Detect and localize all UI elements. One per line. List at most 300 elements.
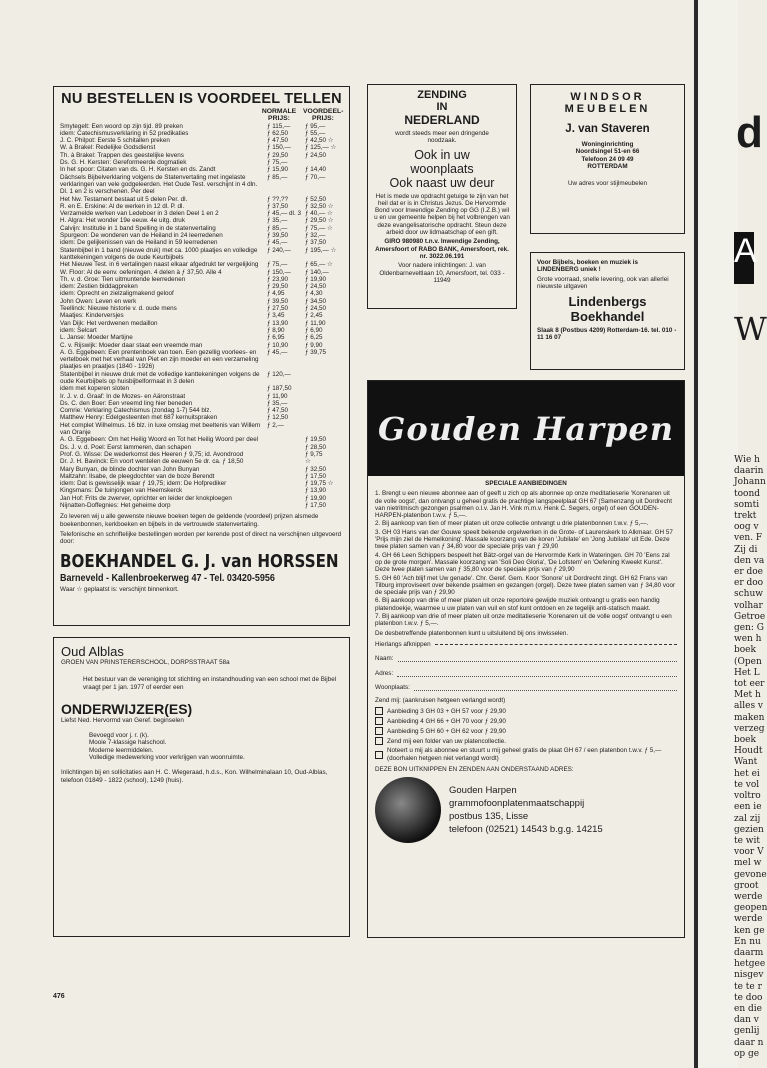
normal-price [267, 444, 303, 451]
windsor-line1: Woninginrichting [581, 141, 634, 148]
windsor-title: WINDSOR [570, 91, 645, 103]
book-title: Maltzahn: Ilsabe, de pleegdochter van de boze Berendt [60, 472, 215, 480]
book-row [60, 203, 343, 210]
edge-line: mel w [734, 858, 762, 869]
edge-banner [734, 232, 757, 284]
offer-checkbox-row[interactable] [375, 707, 677, 715]
discount-price: ƒ 140,— [305, 268, 329, 276]
next-page-edge [698, 0, 767, 1068]
edge-line: den va [734, 555, 765, 566]
normal-price: ƒ 150,— [267, 144, 291, 152]
gouden-harpen-banner [368, 381, 684, 476]
edge-line: te vol [734, 779, 760, 790]
lindenbergs-name1: Lindenbergs [568, 294, 647, 310]
edge-line: Getroe [734, 611, 766, 622]
town-field[interactable] [414, 684, 677, 691]
normal-price: ƒ 37,50 [267, 202, 289, 210]
normal-price: ƒ 47,50 [267, 407, 289, 415]
book-title: Prof. G. Wisse: De wederkomst des Heeren ƒ 9,75; id. Avondrood [60, 450, 244, 458]
discount-price: ƒ 19,50 [305, 436, 327, 444]
book-row [60, 196, 343, 203]
address-label: Adres: [375, 669, 394, 677]
discount-price: ƒ 24,50 [305, 151, 327, 159]
discount-price: ƒ 29,50 ☆ [305, 217, 334, 225]
discount-price: ƒ 9,75 [305, 450, 323, 458]
checkbox-list [375, 707, 677, 762]
normal-price: ƒ 13,90 [267, 319, 289, 327]
discount-price: ƒ 14,40 [305, 166, 327, 174]
checkbox[interactable] [375, 717, 383, 725]
discount-price: ƒ 19,90 [305, 275, 327, 283]
edge-line: maken [734, 712, 765, 723]
book-title: Mary Bunyan, de blinde dochter van John Bunyan [60, 465, 200, 473]
book-title: Dr. J. H. Bavinck: En voort wentelen de eeuwen 5e dr. ca. ƒ 18,50 [60, 458, 244, 466]
checkbox[interactable] [375, 707, 383, 715]
gouden-valid: De desbetreffende platenbonnen kunt u uitsluitend bij ons inwisselen. [375, 629, 569, 637]
normal-price: ƒ 47,50 [267, 137, 289, 145]
normal-price: ƒ 29,50 [267, 283, 289, 291]
edge-line: Houdt [734, 746, 763, 757]
book-row [60, 407, 343, 414]
edge-line: dan v [734, 1015, 759, 1026]
book-title: Maatjes: Kinderversjes [60, 312, 124, 320]
offer-checkbox-row[interactable] [375, 737, 677, 745]
coupon-line3: postbus 135, Lisse [449, 811, 529, 823]
offer-item: 4. GH 66 Leen Schippers bespeelt het Bätz-orgel van de Hervormde Kerk in Wateringen. GH 70 'Eens zal op de grote morgen'. Massale koorzang van 'Soli Deo Gloria', 'De Lofstem' en 'Oefening Kweekt Kunst'. Deze twee platen samen van ƒ 35,80 voor de speciale prijs van ƒ 29,90 [375, 551, 670, 574]
zending-big1: Ook in uw [414, 147, 470, 162]
horssen-address: Barneveld - Kallenbroekerweg 47 - Tel. 03420-5956 [60, 572, 275, 584]
edge-line: toond [734, 488, 761, 499]
edge-line: een ie [734, 802, 762, 813]
offer-checkbox-row[interactable] [375, 717, 677, 725]
cut-line [375, 641, 677, 648]
town-label: Woonplaats: [375, 683, 410, 691]
coupon-label: DEZE BON UITKNIPPEN EN ZENDEN AAN ONDERSTAAND ADRES: [375, 766, 574, 774]
edge-line: tot eer [734, 679, 765, 690]
book-row [60, 502, 343, 509]
normal-price: ƒ 39,50 [267, 297, 289, 305]
oudalblas-list-item: Volledige medewerking voor verkrijgen van woonruimte. [89, 754, 245, 762]
book-row [60, 217, 343, 224]
oudalblas-text: Het bestuur van de vereniging tot stichting en instandhouding van een school met de Bijbel vraagt per 1 jan. 1977 of eerder een [83, 676, 337, 691]
book-row [60, 210, 343, 217]
discount-price [305, 393, 343, 400]
book-title: Ds. C. den Boer: Een vreemd ling hier beneden [60, 399, 193, 407]
normal-price: ƒ 150,— [267, 268, 291, 276]
normal-price [267, 495, 303, 502]
book-title: Th. à Brakel: Trappen des geestelijke levens [60, 151, 184, 159]
book-title: H. Algra: Het wonder 19e eeuw. 4e uitg. druk [60, 217, 185, 225]
edge-line: voltro [734, 791, 761, 802]
book-row [60, 414, 343, 421]
edge-line: en die [734, 1003, 762, 1014]
book-title: Ds. J. v. d. Poel: Eerst lammeren, dan schapen [60, 443, 192, 451]
windsor-line4: ROTTERDAM [587, 162, 628, 170]
zending-in: IN [436, 101, 448, 113]
edge-line: boek [734, 735, 756, 746]
discount-price: ƒ 2,45 [305, 312, 323, 320]
book-row [60, 232, 343, 239]
book-row [60, 473, 343, 480]
offer-item: 1. Brengt u een nieuwe abonnee aan of geeft u zich op als abonnee op onze meditatieserie 'Korenaren uit de volle oogst', dan ontvangt u geheel gratis de prachtige langspeelplaat GH 67 (Samenzang uit Dordrecht van nietritmisch gezongen psalmen o.l.v. Jan H. Vink m.m.v. Henk C. Segers, orgel) of een GOUDEN-HARPEN-platenbon t.w.v. ƒ 5,—. [375, 490, 672, 520]
book-row [60, 385, 343, 392]
gouden-harpen-ad [367, 380, 685, 938]
zending-nederland: NEDERLAND [404, 113, 480, 127]
book-row [60, 495, 343, 502]
edge-line: op ge [734, 1048, 760, 1059]
checkbox[interactable] [375, 737, 383, 745]
coupon-address [375, 777, 677, 843]
normal-price: ƒ 29,50 [267, 151, 289, 159]
book-row [60, 152, 343, 159]
edge-line: ven. F [734, 533, 763, 544]
coupon-line2: grammofoonplatenmaatschappij [449, 798, 585, 810]
edge-line: voor V [734, 847, 764, 858]
book-row [60, 130, 343, 137]
book-row [60, 123, 343, 130]
discount-price: ƒ 42,50 ☆ [305, 137, 334, 145]
zending-contact: Voor nadere inlichtingen: J. van Oldenbarneveltlaan 10, Amersfoort, tel. 033 - 11949 [379, 262, 505, 284]
edge-line: te wit [734, 835, 761, 846]
book-title: Calvijn: Institutie in 1 band Spelling in de statenvertaling [60, 224, 216, 232]
discount-price: ƒ 55,— [305, 129, 326, 137]
discount-price [305, 371, 343, 386]
windsor-line3: Telefoon 24 09 49 [581, 155, 634, 163]
oudalblas-heading: ONDERWIJZER(ES) [61, 700, 193, 717]
discount-price: ƒ 13,90 [305, 487, 327, 495]
book-row [60, 458, 343, 465]
book-title: Th. v. d. Groe: Tien uitmuntende leerredenen [60, 275, 186, 283]
discount-price: ƒ 37,50 [305, 239, 327, 247]
discount-price: ƒ 28,50 [305, 443, 327, 451]
normal-price: ƒ 12,50 [267, 414, 289, 422]
book-row [60, 225, 343, 232]
discount-price: ƒ 9,90 [305, 341, 323, 349]
edge-w: W [734, 310, 767, 348]
discount-price: ƒ 24,50 [305, 305, 327, 313]
edge-line: Wie h [734, 455, 760, 465]
book-title: idem: De gelijkenissen van de Heiland in 59 leerredenen [60, 239, 218, 247]
book-row [60, 174, 343, 196]
edge-line: zal zij [734, 813, 761, 824]
edge-line: nisgev [734, 970, 764, 981]
windsor-tagline: Uw adres voor stijlmeubelen [567, 180, 648, 188]
edge-line: gevone [734, 869, 767, 880]
book-title: idem: Selcart [60, 326, 97, 334]
edge-line: daar n [734, 1037, 764, 1048]
edge-line: groot [734, 880, 759, 891]
book-title: idem: Dat is gewisselijk waar ƒ 19,75; idem: De Hofprediker [60, 480, 227, 488]
book-title: Nijnatten-Doffegnies: Het geheime dorp [60, 502, 171, 510]
discount-price: ƒ 17,50 [305, 472, 327, 480]
edge-line: oog v [734, 522, 759, 533]
normal-price [267, 502, 303, 509]
book-row [60, 466, 343, 473]
book-title: Van Dijk: Het verdwenen medaillon [60, 319, 158, 327]
book-row [60, 305, 343, 312]
normal-price: ƒ 6,95 [267, 334, 285, 342]
book-row [60, 422, 343, 437]
discount-price: ƒ 6,25 [305, 334, 323, 342]
edge-line: schuw [734, 589, 763, 600]
book-title: Ds. G. H. Kersten: Gereformeerde dogmatiek [60, 159, 187, 167]
normal-price: ƒ 120,— [267, 370, 291, 378]
normal-price: ƒ 23,90 [267, 275, 289, 283]
book-title: idem met koperen sloten [60, 385, 129, 393]
discount-price: ƒ 24,50 [305, 283, 327, 291]
edge-line: verzeg [734, 723, 765, 734]
windsor-name: J. van Staveren [565, 123, 650, 135]
book-row [60, 239, 343, 246]
book-row [60, 298, 343, 305]
coupon-line4: telefoon (02521) 14543 b.g.g. 14215 [449, 824, 603, 836]
book-row [60, 444, 343, 451]
lindenbergs-address: Slaak 8 (Postbus 4209) Rotterdam-16. tel. 010 - 11 16 07 [537, 327, 677, 342]
book-title: Matthew Henry: Edelgesteenten met 687 kernuitspraken [60, 414, 218, 422]
offer-list [375, 490, 677, 627]
edge-line: geopen [734, 903, 767, 914]
name-row [375, 655, 677, 662]
zending-ad [367, 84, 517, 309]
discount-price: ƒ 95,— [305, 122, 326, 130]
discount-price: ƒ 32,50 [305, 465, 327, 473]
edge-line: het ei [734, 768, 760, 779]
book-title: idem: Catechismusverklaring in 52 predikaties [60, 129, 189, 137]
cut-label: Hierlangs afknippen [375, 640, 431, 648]
normal-price: ƒ 15,90 [267, 166, 289, 174]
book-row [60, 327, 343, 334]
normal-price: ƒ 3,45 [267, 312, 285, 320]
discount-price: ƒ 17,50 [305, 502, 327, 510]
book-title: Kingsmans: De tuinjongen van Heemskerck [60, 487, 183, 495]
normal-price [267, 487, 303, 494]
page-number: 476 [53, 993, 65, 1000]
discount-price: ƒ 52,50 [305, 195, 327, 203]
book-title: Het Nw. Testament bestaat uit 5 delen Per. dl. [60, 195, 188, 203]
edge-line: gen: G [734, 623, 764, 634]
lindenbergs-intro: Voor Bijbels, boeken en muziek is LINDENBERG uniek ! [537, 259, 639, 274]
gouden-heading: SPECIALE AANBIEDINGEN [485, 480, 567, 487]
book-title: idem: Oprecht en zielzaligmakend geloof [60, 290, 174, 298]
checkbox-label: Aanbieding 5 GH 60 + GH 62 voor ƒ 29,90 [387, 727, 506, 735]
globe-icon [375, 777, 441, 843]
book-row [60, 451, 343, 458]
edge-big-letter: d [736, 108, 763, 157]
book-title: J. C. Philpot: Eerste 5 schitallen preken [60, 137, 170, 145]
normal-price: ƒ 45,— [267, 239, 288, 247]
checkbox-label: Zend mij een folder van uw platencollectie. [387, 737, 507, 745]
edge-line: er doe [734, 567, 763, 578]
book-title: L. Janse: Moeder Martijne [60, 334, 133, 342]
edge-line: trekt [734, 511, 757, 522]
normal-price: ƒ 8,90 [267, 326, 285, 334]
normal-price: ƒ 240,— [267, 246, 291, 254]
book-title: W. à Brakel: Redelijke Godsdienst [60, 144, 156, 152]
edge-line: hetgee [734, 959, 766, 970]
zending-lead: wordt steeds meer een dringende noodzaak. [395, 130, 489, 145]
edge-line: daarm [734, 947, 764, 958]
book-list [60, 123, 343, 510]
discount-price: ƒ 19,90 [305, 494, 327, 502]
horssen-ad [53, 86, 350, 626]
discount-price [305, 159, 343, 166]
edge-line: Met h [734, 690, 761, 701]
oudalblas-list-item: Moderne leermiddelen. [89, 746, 154, 754]
book-title: R. en E. Erskine: Al de werken in 12 dl. P. dl. [60, 202, 185, 210]
edge-line: werde [734, 891, 763, 902]
book-title: idem: Zestien biddagpreken [60, 283, 138, 291]
oudalblas-list [89, 732, 342, 761]
edge-line: Het L [734, 667, 760, 678]
normal-price: ƒ 39,50 [267, 232, 289, 240]
price-header [60, 108, 343, 123]
address-field[interactable] [397, 670, 677, 677]
book-row [60, 436, 343, 443]
offer-checkbox-row[interactable] [375, 747, 677, 762]
horssen-note2: Telefonische en schriftelijke bestellingen worden per kerende post of direct na verschijnen uitgevoerd door: [60, 530, 342, 546]
normal-price [267, 436, 303, 443]
lindenbergs-name2: Boekhandel [570, 309, 645, 325]
book-row [60, 283, 343, 290]
book-title: In het spoor: Citaten van ds. G. H. Kersten en ds. Zandt [60, 166, 216, 174]
zending-big2: woonplaats [410, 161, 474, 176]
normal-price: ƒ 4,95 [267, 290, 285, 298]
oudalblas-sub: GROEN VAN PRINSTERERSCHOOL, DORPSSTRAAT 58a [61, 659, 230, 666]
edge-line: gezien [734, 824, 764, 835]
lindenbergs-ad [530, 252, 685, 370]
edge-line: En nu [734, 936, 761, 947]
discount-price [305, 422, 343, 437]
book-row [60, 320, 343, 327]
book-title: C. v. Rijswijk: Moeder daar staat een vreemde man [60, 341, 203, 349]
offer-item: 6. Bij aankoop van drie of meer platen uit onze reportoire gewijde muziek ontvangt u gratis een handig platendoekje, waarmee u uw platen van vuil en stof kunt ontdoen en ze tegelijk anti-statisch maakt. [375, 597, 660, 612]
edge-line: somti [734, 499, 760, 510]
normal-price: ƒ 85,— [267, 173, 288, 181]
book-title: Dächsels Bijbelverklaring volgens de Statenvertaling met ingelaste verklaringen van vele godgeleerden. Het Oude Test. verschijnt in 4 dln. Dl. 1 en 2 is verschenen. Per deel [60, 173, 258, 196]
book-row [60, 334, 343, 341]
normal-price [267, 480, 303, 487]
offer-item: 5. GH 60 'Ach blijf met Uw genade'. Chr. Geref. Gem. Koor 'Sonore' uit Dordrecht zingt. GH 62 Frans van Tilburg improviseert over bekende psalmen en gezangen (orgel). Deze twee platen samen van ƒ 34,80 voor de speciale prijs van ƒ 29,90 [375, 574, 676, 597]
checkbox-label: Noteert u mij als abonnee en stuurt u mij geheel gratis de plaat GH 67 / een platenbon t.w.v. ƒ 5,— (doorhalen hetgeen niet verlangd wordt) [387, 747, 662, 762]
normal-price: ƒ 27,50 [267, 305, 289, 313]
edge-line: te te r [734, 981, 762, 992]
normal-price: ƒ 2,— [267, 421, 284, 429]
discount-price [305, 400, 343, 407]
book-row [60, 342, 343, 349]
name-label: Naam: [375, 655, 394, 663]
discount-price-header: VOORDEEL-PRIJS: [303, 108, 344, 123]
send-label: Zend mij: (aankruisen hetgeen verlangd wordt) [375, 697, 506, 705]
book-title: Statenbijbel in 1 band (nieuwe druk) met ca. 1000 plaatjes en volledige kanttekeningen volgens de oude Keurbijbels [60, 246, 258, 261]
normal-price: ƒ 11,90 [267, 392, 288, 400]
book-title: John Owen: Leven en werk [60, 297, 137, 305]
normal-price: ƒ 75,— [267, 159, 288, 167]
normal-price [267, 473, 303, 480]
normal-price-header: NORMALE PRIJS: [261, 108, 297, 123]
edge-line: werde [734, 914, 763, 925]
book-row [60, 166, 343, 173]
offer-item: 3. GH 03 Hans van der Gouwe speelt bekende orgelwerken in de Grote- of Laurenskerk to Alkmaar. GH 57 'Prijs mijn ziel de Hemelkoning'. Massale koorzang van de koren 'Jubilate' en 'Jong Jubilate' uit Ede. Deze twee platen samen van ƒ 34,80 voor de speciale prijs van ƒ 29,90 [375, 528, 673, 551]
normal-price [267, 451, 303, 458]
discount-price [305, 407, 343, 414]
horssen-note1: Zo leveren wij u alle gewenste nieuwe boeken tegen de geldende (voordeel) prijzen alsmede boekenbonnen, kerkboeken en bijbels in de vertrouwde statenvertaling. [60, 513, 319, 528]
discount-price [305, 385, 343, 392]
book-row [60, 371, 343, 386]
discount-price: ƒ 40,— ☆ [305, 210, 333, 218]
book-row [60, 480, 343, 487]
book-row [60, 261, 343, 268]
edge-line: wen h [734, 634, 762, 645]
discount-price: ƒ 32,50 ☆ [305, 202, 334, 210]
book-title: Het complet Wilhelmus. 16 blz. in luxe omslag met beeltenis van Willem van Oranje [60, 421, 261, 437]
edge-line: (Open [734, 656, 762, 667]
book-row [60, 137, 343, 144]
normal-price: ƒ 62,50 [267, 129, 289, 137]
horssen-footnote: Waar ☆ geplaatst is: verschijnt binnenkort. [60, 585, 179, 593]
normal-price: ƒ 35,— [267, 399, 288, 407]
book-row [60, 400, 343, 407]
zending-title: ZENDING [417, 89, 467, 101]
zending-giro: GIRO 980980 t.n.v. Inwendige Zending, Amersfoort of RABO BANK, Amersfoort, rek. nr. 3022.06.191 [375, 238, 509, 260]
edge-line: Zij di [734, 544, 758, 555]
name-field[interactable] [398, 655, 677, 662]
book-row [60, 312, 343, 319]
normal-price: ƒ 115,— [267, 122, 291, 130]
book-row [60, 144, 343, 151]
book-row [60, 349, 343, 371]
horssen-shop: BOEKHANDEL G. J. van HORSSEN [60, 550, 339, 572]
discount-price: ƒ 34,50 [305, 297, 327, 305]
book-row [60, 487, 343, 494]
edge-line: alles v [734, 701, 764, 712]
edge-line: Want [734, 757, 758, 768]
book-title: Jan Hof: Frits de zwerver, oprichter en leider der knokploegen [60, 494, 232, 502]
oudalblas-list-item: Bevoegd voor j. r. (k). [89, 732, 149, 740]
book-title: Teellinck: Nieuwe historie v. d. oude mens [60, 305, 177, 313]
discount-price: ƒ 70,— [305, 173, 326, 181]
offer-checkbox-row[interactable] [375, 727, 677, 735]
edge-line: genlij [734, 1026, 760, 1037]
edge-text [734, 455, 767, 1060]
windsor-line2: Noordsingel 51-en 66 [575, 148, 640, 156]
discount-price: ƒ 11,90 [305, 319, 326, 327]
address-row [375, 670, 677, 677]
windsor-meubelen: MEUBELEN [564, 103, 651, 115]
oudalblas-list-item: Mooie 7-klassige halschool. [89, 739, 167, 747]
normal-price [267, 458, 303, 465]
discount-price: ƒ 6,90 [305, 326, 323, 334]
edge-line: ken ge [734, 925, 765, 936]
lindenbergs-sub: Grote voorraad, snelle levering, ook van allerlei nieuwste uitgaven [537, 275, 669, 290]
book-title: Smytegelt: Een woord op zijn tijd. 89 preken [60, 122, 183, 130]
discount-price [305, 414, 343, 421]
book-title: Comrie: Verklaring Catechismus (zondag 1-7) 544 blz. [60, 407, 212, 415]
normal-price: ƒ 85,— [267, 224, 288, 232]
book-row [60, 290, 343, 297]
edge-line: daarin [734, 466, 764, 477]
zending-body: Het is mede uw opdracht getuige te zijn van het heil dat er is in Christus Jezus. De Hervormde Bond voor Inwendige Zending op GG (I.Z.B.) wil u en uw gemeente helpen bij het volbrengen van deze evangelisatorische opdracht. Steun deze arbeid door uw lidmaatschap of een gift. [374, 192, 510, 237]
zending-big3: Ook naast uw deur [389, 175, 495, 190]
book-title: Verzamelde werken van Ledeboer in 3 delen Deel 1 en 2 [60, 210, 219, 218]
checkbox[interactable] [375, 751, 383, 759]
offer-item: 2. Bij aankoop van tien of meer platen uit onze collectie ontvangt u drie platenbonnen t.w.v. ƒ 5,—. [375, 520, 649, 528]
checkbox[interactable] [375, 727, 383, 735]
discount-price: ƒ 19,75 ☆ [305, 480, 334, 488]
normal-price: ƒ 75,— [267, 261, 288, 269]
discount-price: ƒ 65,— ☆ [305, 261, 333, 269]
edge-line: te doo [734, 992, 763, 1003]
normal-price: ƒ 45,— dl. 3 [267, 210, 301, 218]
